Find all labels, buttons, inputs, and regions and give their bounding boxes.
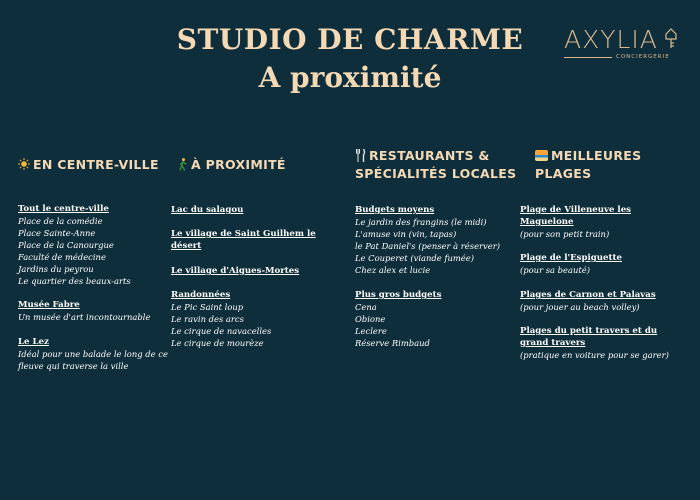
list-item: (pour jouer au beach volley) <box>520 302 640 312</box>
beach-sunrise-icon <box>535 147 548 165</box>
list-item: Place Sainte-Anne <box>18 228 96 238</box>
list-item: fleuve qui traverse la ville <box>18 361 129 371</box>
column-heading-restaurants <box>355 147 525 183</box>
list-item: Le cirque de mourèze <box>171 338 264 348</box>
section-title: Le Lez <box>18 337 49 347</box>
walking-person-icon <box>178 156 188 174</box>
list-item: (pour sa beauté) <box>520 265 590 275</box>
section-espiguette <box>520 252 670 276</box>
column-heading-label: À PROXIMITÉ <box>191 157 286 172</box>
column-heading-label: RESTAURANTS & SPÉCIALITÉS LOCALES <box>355 148 517 181</box>
fork-knife-icon <box>355 147 366 165</box>
column-heading-centre-ville <box>18 156 168 174</box>
list-item: Idéal pour une balade le long de ce <box>18 349 168 359</box>
list-item: Jardins du peyrou <box>18 264 94 274</box>
list-item: (pratique en voiture pour se garer) <box>520 350 669 360</box>
section-aigues-mortes <box>171 265 321 277</box>
list-item: Faculté de médecine <box>18 252 106 262</box>
logo-subtitle: CONCIERGERIE <box>616 54 670 60</box>
section-budgets-moyens <box>355 204 525 276</box>
section-title: Plages du petit travers et du grand travers <box>520 326 658 348</box>
house-key-icon <box>665 27 677 49</box>
section-lac-salagou <box>171 204 321 216</box>
section-randonnees <box>171 289 321 349</box>
list-item: L'amuse vin (vin, tapas) <box>355 229 457 239</box>
section-title: Le village de Saint Guilhem le désert <box>171 229 316 251</box>
list-item: Place de la Canourgue <box>18 240 114 250</box>
section-title: Plus gros budgets <box>355 290 442 300</box>
column-heading-label: MEILLEURES PLAGES <box>535 148 642 181</box>
column-heading-label: EN CENTRE-VILLE <box>33 157 159 172</box>
section-title: Budgets moyens <box>355 205 435 215</box>
sun-icon <box>18 156 30 174</box>
section-carnon-palavas <box>520 289 670 313</box>
list-item: Le ravin des arcs <box>171 314 244 324</box>
title-line-1: STUDIO DE CHARME <box>176 23 524 56</box>
section-petit-grand-travers <box>520 325 670 361</box>
column-heading-plages <box>535 147 655 183</box>
logo-name: AXYLIA <box>564 25 658 54</box>
section-title: Le village d'Aigues-Mortes <box>171 266 300 276</box>
list-item: Place de la comédie <box>18 216 103 226</box>
list-item: Le Couperet (viande fumée) <box>355 253 474 263</box>
list-item: Le quartier des beaux-arts <box>18 276 131 286</box>
title-line-2: A proximité <box>258 61 442 94</box>
list-item: le Pat Daniel's (penser à réserver) <box>355 241 500 251</box>
list-item: Obione <box>355 314 386 324</box>
section-title: Plage de l'Espiguette <box>520 253 622 263</box>
list-item: Leclere <box>355 326 387 336</box>
section-villeneuve <box>520 204 670 240</box>
list-item: Le jardin des frangins (le midi) <box>355 217 487 227</box>
list-item: Chez alex et lucie <box>355 265 431 275</box>
section-title: Plage de Villeneuve les Maguelone <box>520 205 631 227</box>
section-saint-guilhem <box>171 228 321 252</box>
section-le-lez <box>18 336 168 372</box>
section-gros-budgets <box>355 289 525 349</box>
column-heading-proximite <box>178 156 338 174</box>
section-title: Lac du salagou <box>171 205 244 215</box>
list-item: Un musée d'art incontournable <box>18 312 151 322</box>
section-centre-ville <box>18 203 168 287</box>
section-title: Tout le centre-ville <box>18 204 109 214</box>
list-item: Le cirque de navacelles <box>171 326 272 336</box>
list-item: Réserve Rimbaud <box>355 338 430 348</box>
logo-divider <box>564 57 612 58</box>
section-title: Randonnées <box>171 290 231 300</box>
section-musee-fabre <box>18 299 168 323</box>
list-item: Le Pic Saint loup <box>171 302 244 312</box>
section-title: Plages de Carnon et Palavas <box>520 290 656 300</box>
list-item: (pour son petit train) <box>520 229 610 239</box>
list-item: Cena <box>355 302 377 312</box>
section-title: Musée Fabre <box>18 300 80 310</box>
axylia-logo <box>564 25 682 63</box>
